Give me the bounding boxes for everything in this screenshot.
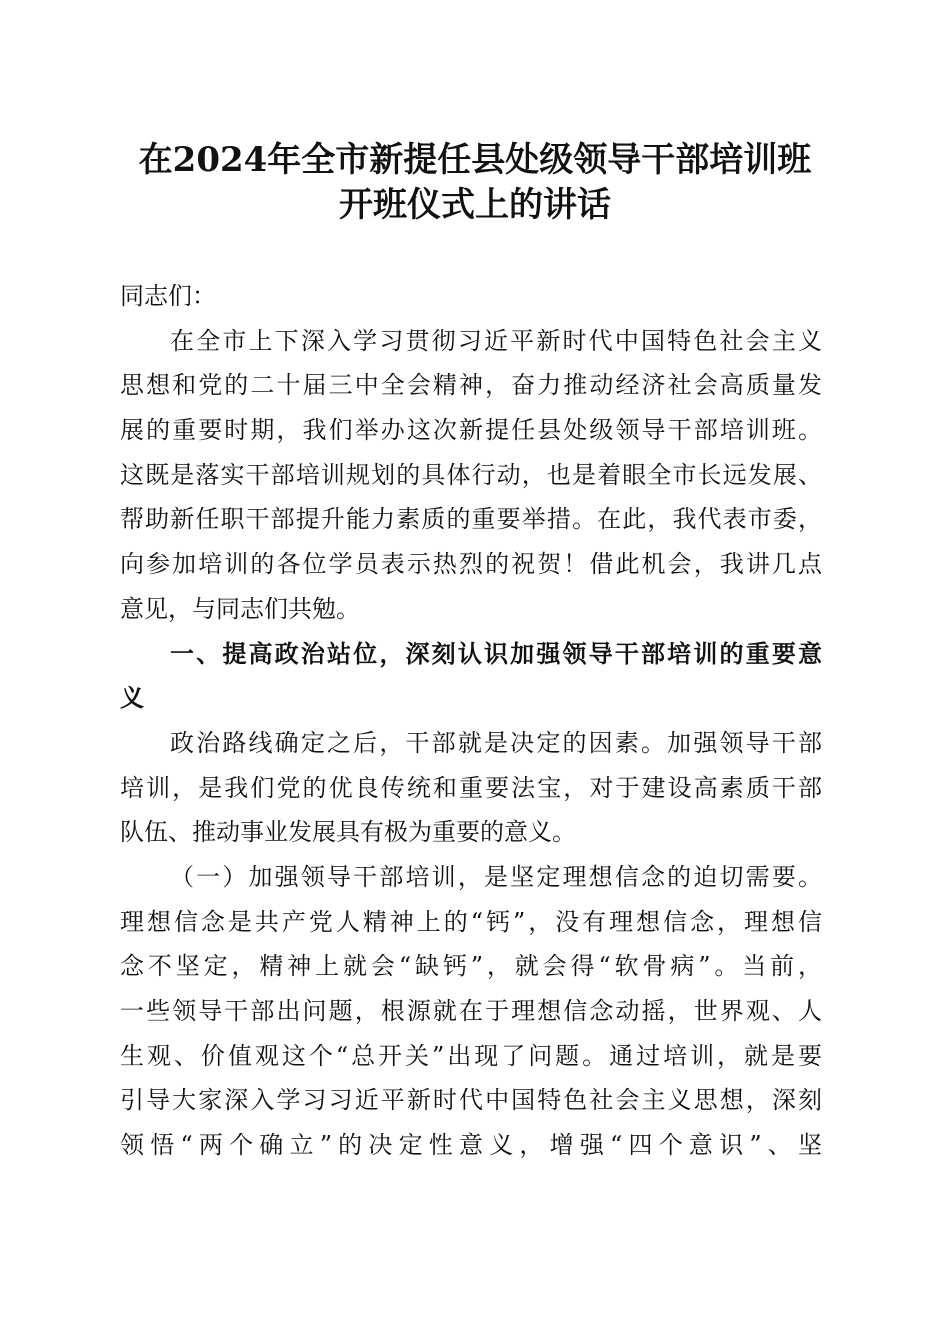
text-line: 思想和党的二十届三中全会精神，奋力推动经济社会高质量发	[120, 371, 822, 400]
text-line: 帮助新任职干部提升能力素质的重要举措。在此，我代表市委，	[120, 505, 822, 534]
text-line: 理想信念是共产党人精神上的“钙”，没有理想信念，理想信	[120, 907, 822, 936]
section-heading-continued: 义	[120, 683, 144, 713]
text-line: 向参加培训的各位学员表示热烈的祝贺！借此机会，我讲几点	[120, 550, 822, 579]
document-title-line-2: 开班仪式上的讲话	[339, 185, 611, 225]
text-line: 念不坚定，精神上就会“缺钙”，就会得“软骨病”。当前，	[120, 952, 822, 981]
text-line: 引导大家深入学习习近平新时代中国特色社会主义思想，深刻	[120, 1086, 822, 1115]
text-line: 意见，与同志们共勉。	[120, 594, 360, 623]
text-line: 一些领导干部出问题，根源就在于理想信念动摇，世界观、人	[120, 997, 822, 1025]
text-line: 展的重要时期，我们举办这次新提任县处级领导干部培训班。	[120, 416, 822, 445]
text-line: 生观、价值观这个“总开关”出现了问题。通过培训，就是要	[120, 1041, 822, 1070]
section-heading: 一、提高政治站位，深刻认识加强领导干部培训的重要意	[170, 638, 822, 668]
text-line: 这既是落实干部培训规划的具体行动，也是着眼全市长远发展、	[120, 460, 822, 489]
salutation: 同志们：	[120, 282, 216, 310]
text-line: 培训，是我们党的优良传统和重要法宝，对于建设高素质干部	[120, 773, 822, 802]
text-line: 队伍、推动事业发展具有极为重要的意义。	[120, 818, 576, 847]
document-body	[120, 274, 822, 1168]
text-line: 领悟“两个确立”的决定性意义，增强“四个意识”、坚	[120, 1131, 822, 1160]
text-line: 在全市上下深入学习贯彻习近平新时代中国特色社会主义	[170, 326, 822, 355]
document-title-line-1: 在2024年全市新提任县处级领导干部培训班	[138, 140, 812, 180]
subsection-heading: （一）加强领导干部培训，是坚定理想信念的迫切需要。	[170, 862, 822, 891]
text-line: 政治路线确定之后，干部就是决定的因素。加强领导干部	[170, 728, 822, 757]
